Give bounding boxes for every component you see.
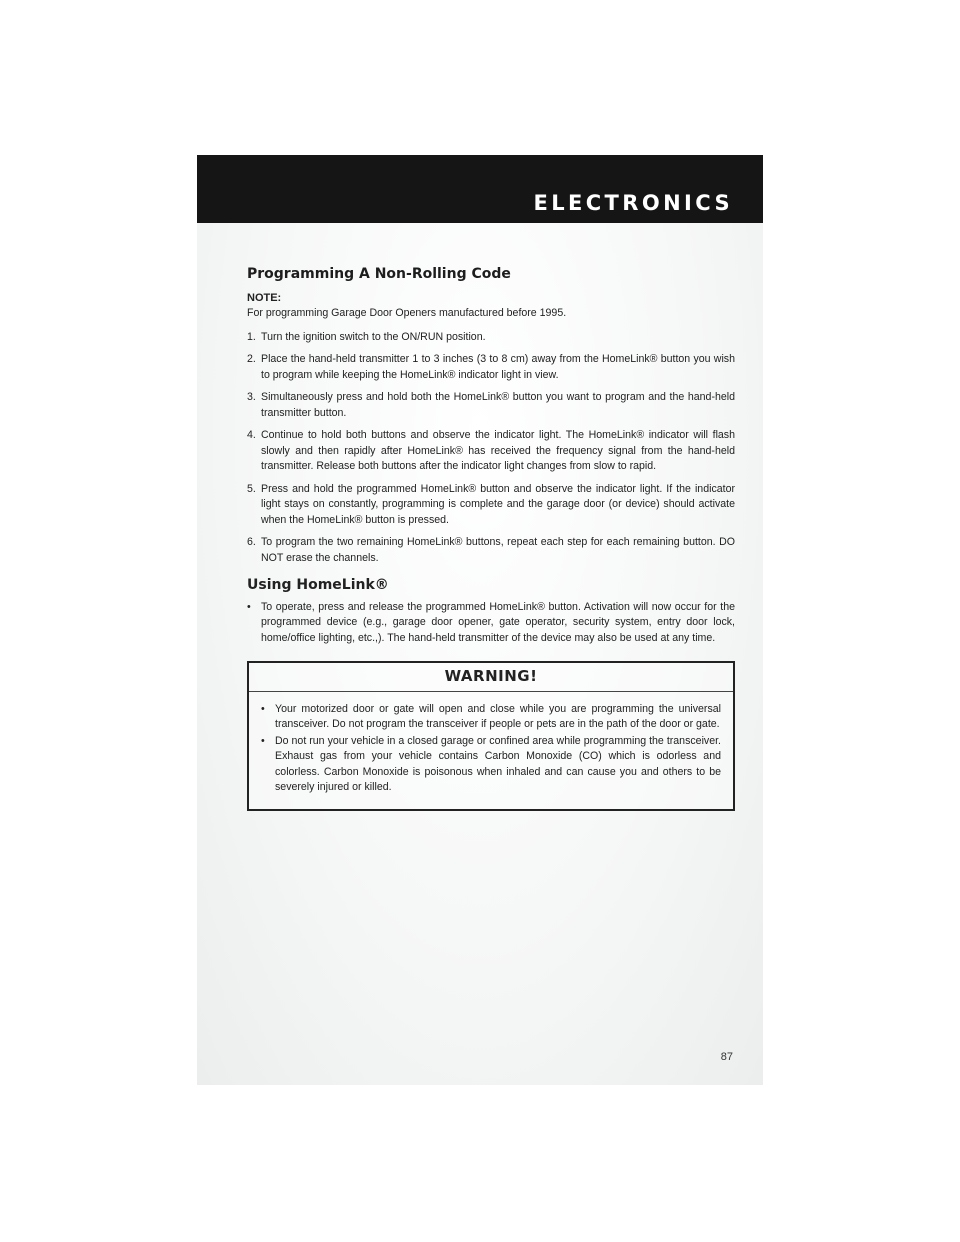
- section-header-band: [197, 155, 763, 223]
- bullet-icon: •: [247, 600, 251, 613]
- step-item: 6. To program the two remaining HomeLink® buttons, repeat each step for each remaining button. DO NOT erase the channels.: [247, 536, 735, 564]
- bullet-icon: •: [261, 702, 265, 715]
- warning-box: [247, 661, 735, 811]
- list-item: • To operate, press and release the programmed HomeLink® button. Activation will now occur for the programmed device (e.g., garage door opener, gate operator, security system, entry door lock, home/office lighting, etc.,). The hand-held transmitter of the device may also be used at any time.: [247, 600, 735, 644]
- warning-item: • Your motorized door or gate will open and close while you are programming the universal transceiver. Do not program the transceiver if people or pets are in the path of the door or gate.: [261, 702, 721, 730]
- page-number: 87: [720, 1051, 733, 1063]
- programming-steps: [247, 330, 735, 567]
- section-heading: Programming A Non-Rolling Code: [247, 266, 511, 282]
- manual-page: [197, 155, 763, 1085]
- step-item: 3. Simultaneously press and hold both the HomeLink® button you want to program and the hand-held transmitter button.: [247, 391, 735, 419]
- section-title: ELECTRONICS: [533, 191, 733, 215]
- step-item: 4. Continue to hold both buttons and observe the indicator light. The HomeLink® indicator will flash slowly and then rapidly after HomeLink® has received the frequency signal from the hand-held transmitter. Release both buttons after the indicator light changes from slow to rapid.: [247, 429, 735, 472]
- usage-bullets: [247, 600, 735, 647]
- warning-list: [261, 702, 721, 796]
- step-item: 5. Press and hold the programmed HomeLink® button and observe the indicator light. If the indicator light stays on constantly, programming is complete and the garage door (or device) should activate when the HomeLink® button is pressed.: [247, 482, 735, 526]
- note-label: NOTE:: [247, 291, 282, 304]
- page-content: [247, 267, 735, 811]
- warning-title: WARNING!: [249, 663, 733, 692]
- note-text: For programming Garage Door Openers manufactured before 1995.: [247, 307, 567, 319]
- step-item: 1. Turn the ignition switch to the ON/RUN position.: [247, 330, 486, 343]
- warning-item: • Do not run your vehicle in a closed garage or confined area while programming the transceiver. Exhaust gas from your vehicle contains Carbon Monoxide (CO) which is odorless and colorless. Carbon Monoxide is poisonous when inhaled and can cause you and others to be severely injured or killed.: [261, 734, 721, 793]
- subsection-heading: Using HomeLink®: [247, 577, 389, 593]
- step-item: 2. Place the hand-held transmitter 1 to 3 inches (3 to 8 cm) away from the HomeLink® button you wish to program while keeping the HomeLink® indicator light in view.: [247, 353, 735, 381]
- bullet-icon: •: [261, 734, 265, 747]
